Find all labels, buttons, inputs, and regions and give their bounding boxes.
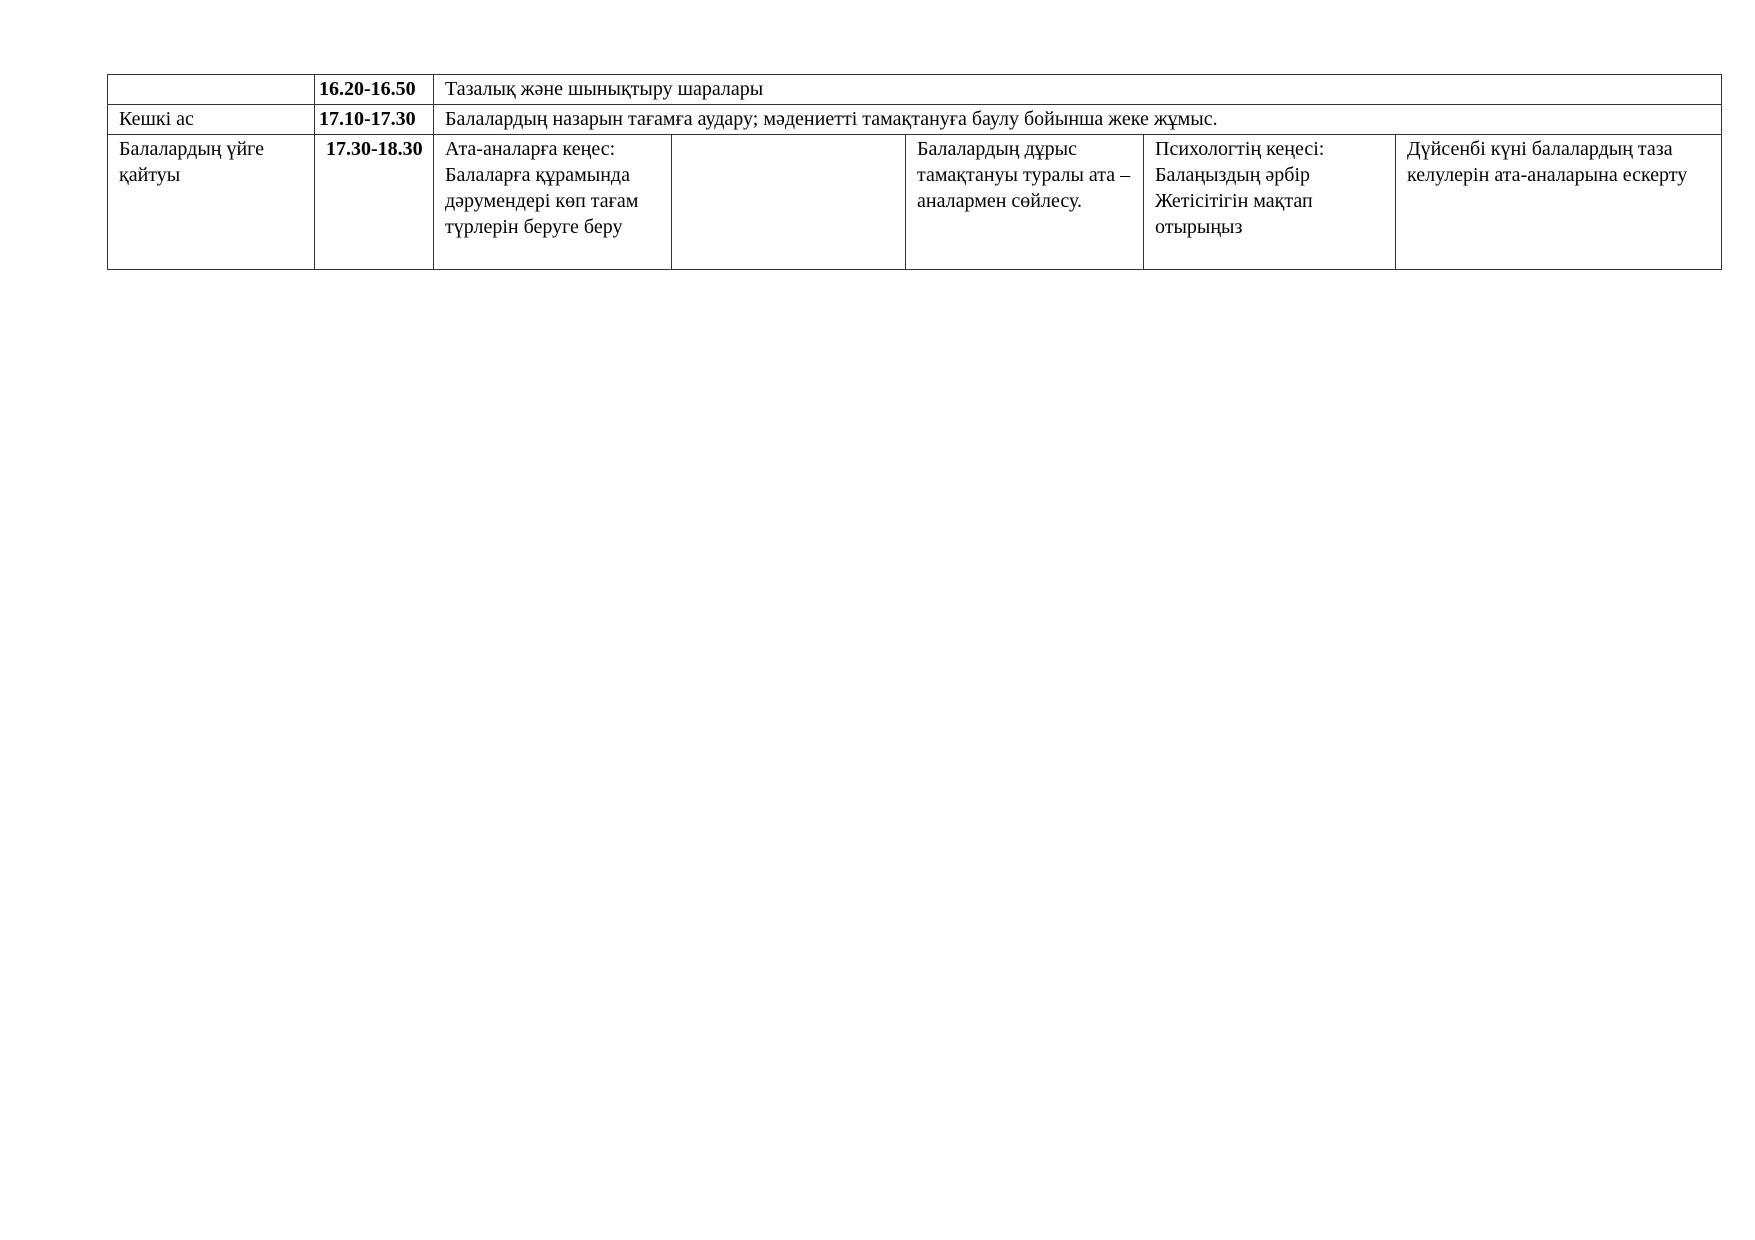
table-row	[108, 135, 1722, 270]
time-cell: 17.30-18.30	[315, 135, 434, 270]
activity-cell: Балалардың үйге қайтуы	[108, 135, 315, 270]
description-cell: Балалардың назарын тағамға аудару; мәдениетті тамақтануға баулу бойынша жеке жұмыс.	[434, 105, 1722, 135]
day-cell-4: Психологтің кеңесі: Балаңыздың әрбір Жетісітігін мақтап отырыңыз	[1144, 135, 1396, 270]
activity-cell: Кешкі ас	[108, 105, 315, 135]
daily-schedule-table	[107, 74, 1722, 270]
day-cell-5: Дүйсенбі күні балалардың таза келулерін ата-аналарына ескерту	[1396, 135, 1722, 270]
day-cell-2	[672, 135, 906, 270]
day-cell-1: Ата-аналарға кеңес: Балаларға құрамында дәрумендері көп тағам түрлерін беруге беру	[434, 135, 672, 270]
activity-cell	[108, 75, 315, 105]
table-row	[108, 105, 1722, 135]
table-row	[108, 75, 1722, 105]
time-cell: 16.20-16.50	[315, 75, 434, 105]
time-cell: 17.10-17.30	[315, 105, 434, 135]
day-cell-3: Балалардың дұрыс тамақтануы туралы ата –аналармен сөйлесу.	[906, 135, 1144, 270]
description-cell: Тазалық және шынықтыру шаралары	[434, 75, 1722, 105]
